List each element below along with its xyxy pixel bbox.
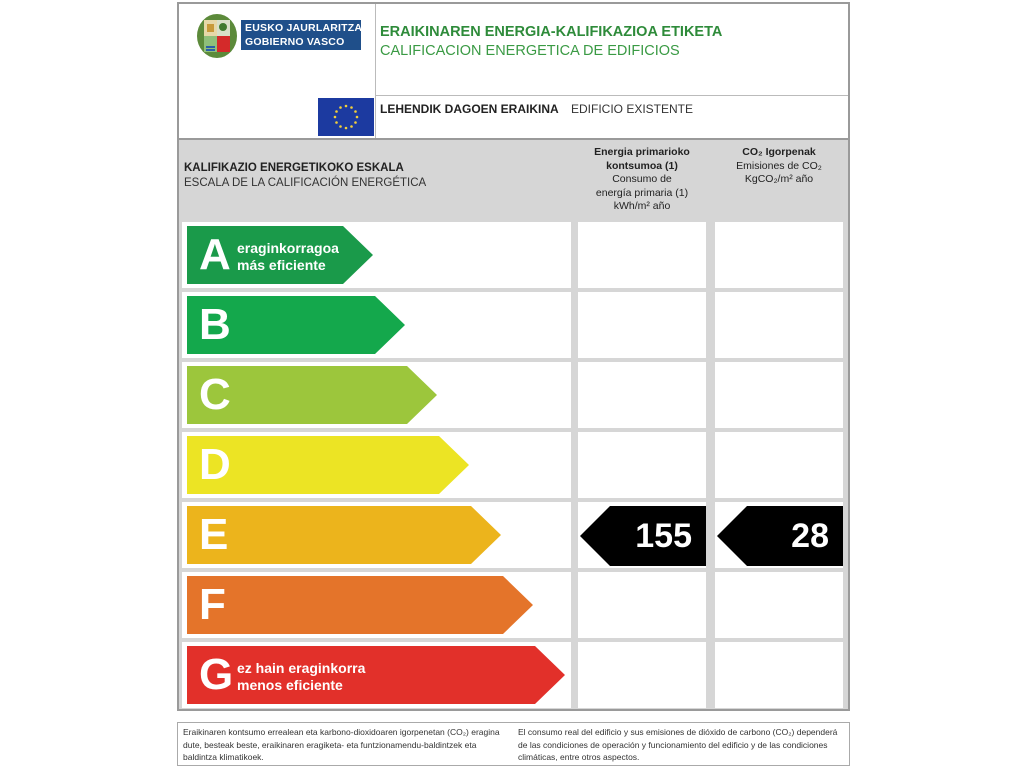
gov-name-es: GOBIERNO VASCO — [245, 36, 345, 48]
class-letter: C — [199, 370, 231, 419]
eu-flag-icon — [318, 98, 374, 136]
building-type-es: EDIFICIO EXISTENTE — [571, 102, 694, 116]
co2-rating-indicator — [717, 506, 843, 566]
class-letter: F — [199, 580, 226, 629]
class-letter: A — [199, 230, 231, 279]
rating-row-d — [179, 432, 848, 498]
class-bar-cell — [182, 222, 571, 288]
rating-row-a — [179, 222, 848, 288]
energy-value-cell — [578, 222, 706, 288]
energy-value: 155 — [635, 517, 692, 555]
energy-value-cell — [578, 362, 706, 428]
footnote-es: El consumo real del edificio y sus emisiones de dióxido de carbono (CO₂) dependerá de las condiciones de operación y funcionamiento del edificio y de las condiciones climáticas, entre otros aspectos. — [518, 727, 838, 762]
basque-government-crest-icon — [195, 12, 239, 60]
footnote — [177, 722, 850, 766]
class-description — [237, 240, 339, 274]
class-arrow-g — [187, 646, 565, 704]
co2-value: 28 — [791, 517, 829, 555]
class-description-es: menos eficiente — [237, 677, 343, 693]
co2-title-eu: CO₂ Igorpenak — [742, 146, 816, 158]
class-letter: B — [199, 300, 231, 349]
co2-value-cell — [715, 642, 843, 708]
gov-name-eu: EUSKO JAURLARITZA — [245, 22, 363, 34]
energy-unit: kWh/m² año — [613, 200, 671, 212]
logo-cell — [179, 4, 376, 138]
energy-column-header — [577, 146, 707, 214]
class-bar-cell — [182, 642, 571, 708]
class-bar-cell — [182, 292, 571, 358]
energy-value-cell — [578, 292, 706, 358]
energy-value-cell — [578, 642, 706, 708]
energy-title-eu-2: kontsumoa (1) — [606, 159, 678, 172]
class-letter: G — [199, 650, 234, 699]
class-arrow-f — [187, 576, 533, 634]
co2-unit: KgCO₂/m² año — [744, 173, 814, 185]
class-arrow-shape — [187, 576, 533, 634]
energy-value-cell — [578, 502, 706, 568]
rating-row-e — [179, 502, 848, 568]
rating-row-g — [179, 642, 848, 708]
co2-column-header — [714, 146, 844, 187]
class-arrow-a — [187, 226, 373, 284]
footnote-eu: Eraikinaren kontsumo errealean eta karbono-dioxidoaren igorpenetan (CO₂) eragina dute, besteak beste, eraikinaren eragiketa- eta funtzionamendu-baldintzek eta baldintza klimatikoek. — [183, 727, 500, 762]
class-arrow-e — [187, 506, 501, 564]
class-arrow-shape — [187, 506, 501, 564]
class-description-es: más eficiente — [237, 257, 326, 273]
building-type-eu: LEHENDIK DAGOEN ERAIKINA — [380, 102, 559, 116]
co2-title-es: Emisiones de CO₂ — [736, 159, 822, 172]
scale-title-eu: KALIFIKAZIO ENERGETIKOKO ESKALA — [184, 162, 404, 174]
class-bar-cell — [182, 362, 571, 428]
class-bar-cell — [182, 432, 571, 498]
title-cell — [376, 4, 848, 96]
government-name — [241, 20, 361, 50]
title-eu: ERAIKINAREN ENERGIA-KALIFIKAZIOA ETIKETA — [380, 24, 723, 40]
co2-value-cell — [715, 362, 843, 428]
co2-value-cell — [715, 222, 843, 288]
class-letter: D — [199, 440, 231, 489]
government-logo — [195, 12, 363, 60]
energy-title-es-1: Consumo de — [612, 173, 672, 185]
co2-value-cell — [715, 432, 843, 498]
class-description-eu: ez hain eraginkorra — [237, 660, 366, 676]
energy-value-cell — [578, 432, 706, 498]
class-arrow-c — [187, 366, 437, 424]
rating-row-f — [179, 572, 848, 638]
energy-value-cell — [578, 572, 706, 638]
co2-value-cell — [715, 292, 843, 358]
class-description — [237, 660, 365, 694]
class-description-eu: eraginkorragoa — [237, 240, 339, 256]
energy-title-eu-1: Energia primarioko — [594, 146, 690, 158]
class-bar-cell — [182, 502, 571, 568]
class-arrow-d — [187, 436, 469, 494]
class-arrow-b — [187, 296, 405, 354]
scale-title-es: ESCALA DE LA CALIFICACIÓN ENERGÉTICA — [184, 177, 427, 189]
rating-row-b — [179, 292, 848, 358]
class-bar-cell — [182, 572, 571, 638]
energy-rating-indicator — [580, 506, 706, 566]
title-es: CALIFICACION ENERGETICA DE EDIFICIOS — [380, 43, 680, 59]
building-type-cell — [376, 96, 848, 138]
co2-value-cell — [715, 502, 843, 568]
energy-label — [177, 2, 850, 711]
label-header — [179, 4, 848, 138]
co2-value-cell — [715, 572, 843, 638]
class-letter: E — [199, 510, 229, 559]
energy-title-es-2: energía primaria (1) — [595, 186, 689, 199]
rating-row-c — [179, 362, 848, 428]
rating-scale — [179, 138, 848, 709]
